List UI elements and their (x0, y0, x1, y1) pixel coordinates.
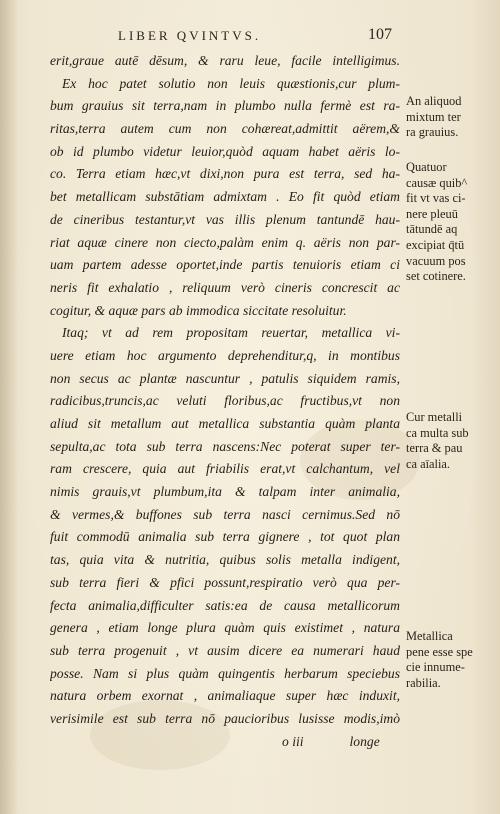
marginal-note-line: pene esse spe (406, 644, 473, 659)
text-line: neris fit exhalatio , reliquum verò cineris concrescit ac (50, 279, 400, 295)
text-line: verisimile est sub terra nō paucioribus lusisse modis,imò (50, 710, 400, 726)
marginal-note (406, 160, 496, 285)
marginal-note-line: mixtum ter (406, 109, 461, 124)
marginal-note-line: excipiat q̄tū (406, 237, 465, 252)
marginal-note-line: ra grauius. (406, 125, 459, 140)
marginal-note-line: vacuum pos (406, 253, 466, 268)
marginal-note-line: ca aīalia. (406, 456, 451, 471)
text-line: erit,graue autē dēsum, & raru leue, facile intelligimus. (50, 53, 400, 68)
marginal-note-line: cie innume- (406, 660, 465, 675)
text-line: ram crescere, quia aut friabilis erat,vt calchantum, vel (50, 461, 400, 477)
marginal-note-line: rabilia. (406, 675, 441, 690)
marginal-note (406, 94, 496, 141)
text-line: posse. Nam si plus quàm quingentis herbarum speciebus (50, 665, 400, 681)
text-line: bet metallicam substātiam admixtam . Eo fit quòd etiam (50, 189, 400, 205)
text-line: sub terra progenuit , vt ausim dicere ea numerari haud (50, 642, 400, 658)
catchline (50, 731, 400, 754)
marginal-note-line: terra & pau (406, 441, 463, 456)
text-line: non secus ac plantæ nascuntur , patulis siquidem ramis, (50, 370, 400, 386)
catchword: longe (349, 733, 380, 749)
text-line: nimis grauis,vt plumbum,ita & talpam inter animalia, (50, 484, 400, 500)
text-line: co. Terra etiam hæc,vt dixi,non pura est terra, sed ha- (50, 166, 400, 182)
marginal-note-line: Quatuor (406, 160, 447, 174)
marginal-note-line: nere pleuū (406, 206, 458, 221)
text-line: uam partem adesse oportet,inde partis tenuioris etiam ci (50, 257, 400, 273)
text-line: de cineribus testantur,vt vas illis plenum tantundē hau- (50, 211, 400, 227)
text-line: ritas,terra autem cum non cohæreat,admittit aërem,& (50, 121, 400, 137)
text-line: riat aquæ cinere non ciecto,palàm enim q. aëris non par- (50, 234, 400, 250)
running-title: LIBER QVINTVS. (118, 28, 262, 43)
text-line: uere etiam hoc argumento deprehenditur,q, in montibus (50, 347, 400, 363)
text-line: sub terra fieri & pfici possunt,respiratio verò qua per- (50, 574, 400, 590)
text-line: fecta animalia,difficulter satis:ea de causa metallicorum (50, 597, 400, 613)
signature-mark: o iii (282, 733, 304, 749)
text-line: radicibus,truncis,ac veluti floribus,ac fructibus,vt non (50, 393, 400, 409)
text-line: genera , etiam longe plura quàm quis existimet , natura (50, 620, 400, 636)
text-line: Ex hoc patet solutio non leuis quæstionis,cur plum- (62, 75, 400, 91)
text-line: bum grauius sit terra,nam in plumbo nulla fermè est ra- (50, 98, 400, 114)
main-text-block (50, 50, 400, 753)
page-header (0, 28, 500, 50)
marginal-note-line: tātundē aq (406, 222, 458, 237)
text-line: sepulta,ac tota sub terra nascens:Nec poterat super ter- (50, 438, 400, 454)
marginal-note-line: ca multa sub (406, 425, 469, 440)
marginal-note-line: causæ quib^ (406, 175, 468, 190)
text-line: Itaq; vt ad rem propositam reuertar, metallica vi- (62, 325, 400, 341)
marginal-note-line: Cur metalli (406, 410, 463, 424)
marginal-note-line: set cotinere. (406, 269, 466, 284)
marginal-note-line: An aliquod (406, 94, 462, 108)
text-line: aliud sit metallum aut metallica substantia quàm planta (50, 416, 400, 431)
text-line: natura orbem exornat , animaliaque super hæc induxit, (50, 688, 400, 704)
text-line: fuit commodū animalia sub terra gignere , tot quot plan (50, 529, 400, 545)
gutter-shadow (0, 0, 18, 814)
text-line: cogitur, & aquæ pars ab immodica siccitate resoluitur. (50, 302, 347, 318)
marginal-note-line: Metallica (406, 629, 453, 643)
text-line: tas, quia vita & nutritia, quibus solis metalla indigent, (50, 552, 400, 568)
marginal-note-line: fit vt vas ci- (406, 191, 466, 206)
marginal-note (406, 410, 496, 472)
page-number: 107 (368, 26, 392, 43)
text-line: ob id plumbo videtur leuior,quòd aquam habet aëris lo- (50, 143, 400, 159)
text-line: & vermes,& buffones sub terra nasci cernimus.Sed nō (50, 506, 400, 522)
marginal-note (406, 629, 496, 691)
